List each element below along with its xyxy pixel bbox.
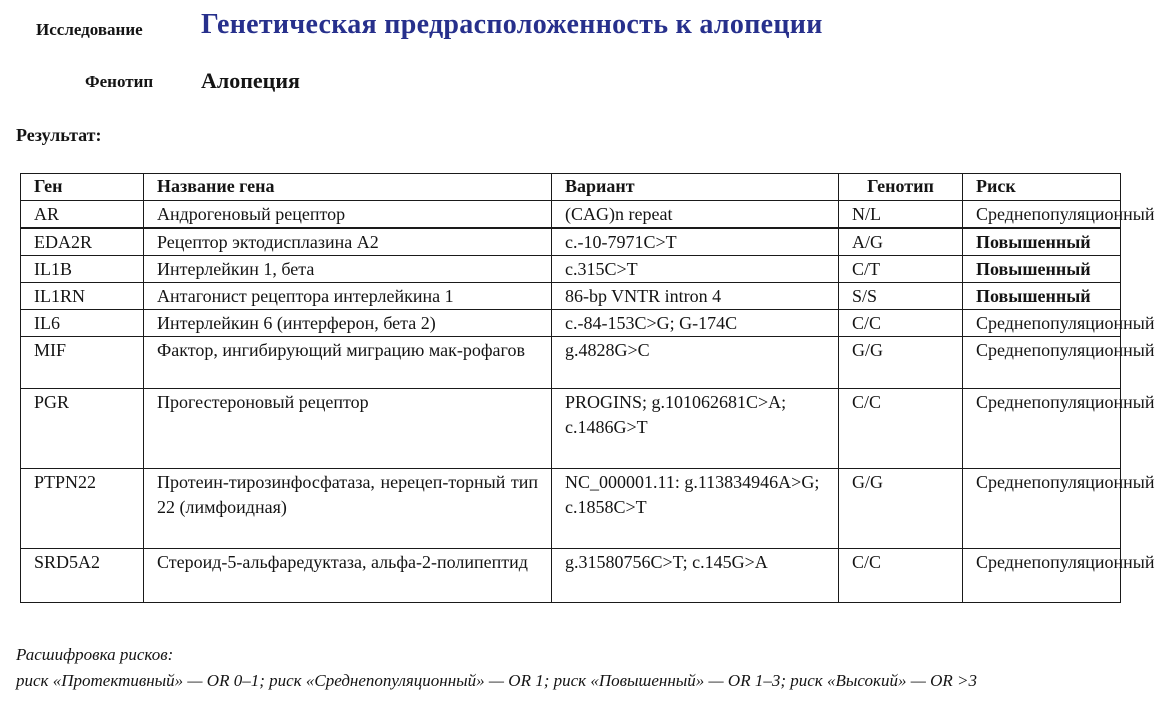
variant-cell: c.315C>T [552, 256, 839, 283]
risk-cell: Среднепопуляционный [963, 337, 1121, 389]
gene-name-cell: Интерлейкин 6 (интерферон, бета 2) [144, 310, 552, 337]
genotype-cell: C/C [839, 310, 963, 337]
table-body [21, 201, 1155, 603]
genotype-cell: C/C [839, 549, 963, 603]
variant-cell: c.-84-153C>G; G-174C [552, 310, 839, 337]
variant-cell: PROGINS; g.101062681C>A; c.1486G>T [552, 389, 839, 469]
table-row [21, 549, 1121, 603]
risk-cell: Повышенный [963, 256, 1121, 283]
gene-name-cell: Рецептор эктодисплазина А2 [144, 228, 552, 256]
variant-cell: 86-bp VNTR intron 4 [552, 283, 839, 310]
table-row [21, 228, 1121, 256]
gene-cell: SRD5A2 [21, 549, 144, 603]
gene-cell: IL6 [21, 310, 144, 337]
genotype-cell: G/G [839, 337, 963, 389]
table-row [21, 469, 1121, 549]
gene-cell: MIF [21, 337, 144, 389]
phenotype-label: Фенотип [85, 72, 154, 91]
gene-cell: AR [21, 201, 144, 229]
column-header-gene: Ген [21, 174, 144, 201]
column-header-genotype: Генотип [839, 174, 963, 201]
genotype-cell: C/T [839, 256, 963, 283]
risk-cell: Среднепопуляционный [963, 389, 1121, 469]
gene-cell: IL1B [21, 256, 144, 283]
variant-cell: NC_000001.11: g.113834946A>G; c.1858C>T [552, 469, 839, 549]
gene-name-cell: Стероид-5-альфаредуктаза, альфа-2-полипептид [144, 549, 552, 603]
genotype-cell: S/S [839, 283, 963, 310]
gene-name-cell: Антагонист рецептора интерлейкина 1 [144, 283, 552, 310]
table-row [21, 337, 1121, 389]
risk-cell: Среднепопуляционный [963, 310, 1121, 337]
column-header-risk: Риск [963, 174, 1121, 201]
variant-cell: g.4828G>C [552, 337, 839, 389]
table-row [21, 310, 1121, 337]
risk-cell: Среднепопуляционный [963, 549, 1121, 603]
legend-text: риск «Протективный» — OR 0–1; риск «Среднепопуляционный» — OR 1; риск «Повышенный» — OR 1–3; риск «Высокий» — OR >3 [16, 671, 977, 690]
gene-cell: IL1RN [21, 283, 144, 310]
result-label: Результат: [16, 125, 102, 145]
legend-title: Расшифровка рисков: [16, 645, 174, 664]
table-row [21, 389, 1121, 469]
gene-cell: PTPN22 [21, 469, 144, 549]
table-row [21, 256, 1121, 283]
risk-cell: Повышенный [963, 228, 1121, 256]
genotype-cell: G/G [839, 469, 963, 549]
table-row [21, 201, 1121, 229]
genotype-cell: A/G [839, 228, 963, 256]
risk-cell: Повышенный [963, 283, 1121, 310]
table-row [21, 283, 1121, 310]
risk-cell: Среднепопуляционный [963, 201, 1121, 229]
study-title: Генетическая предрасположенность к алопеции [201, 9, 823, 40]
column-header-gene-name: Название гена [144, 174, 552, 201]
variant-cell: g.31580756C>T; c.145G>A [552, 549, 839, 603]
gene-cell: EDA2R [21, 228, 144, 256]
gene-cell: PGR [21, 389, 144, 469]
gene-name-cell: Интерлейкин 1, бета [144, 256, 552, 283]
phenotype-value: Алопеция [201, 68, 300, 93]
variant-cell: (CAG)n repeat [552, 201, 839, 229]
gene-name-cell: Фактор, ингибирующий миграцию мак-рофагов [144, 337, 552, 389]
table-header-row [21, 174, 1121, 201]
variant-cell: c.-10-7971C>T [552, 228, 839, 256]
results-table [20, 173, 1155, 603]
genotype-cell: C/C [839, 389, 963, 469]
risk-cell: Среднепопуляционный [963, 469, 1121, 549]
gene-name-cell: Андрогеновый рецептор [144, 201, 552, 229]
study-label: Исследование [36, 20, 143, 39]
gene-name-cell: Протеин-тирозинфосфатаза, нерецеп-торный тип 22 (лимфоидная) [144, 469, 552, 549]
genotype-cell: N/L [839, 201, 963, 229]
gene-name-cell: Прогестероновый рецептор [144, 389, 552, 469]
column-header-variant: Вариант [552, 174, 839, 201]
